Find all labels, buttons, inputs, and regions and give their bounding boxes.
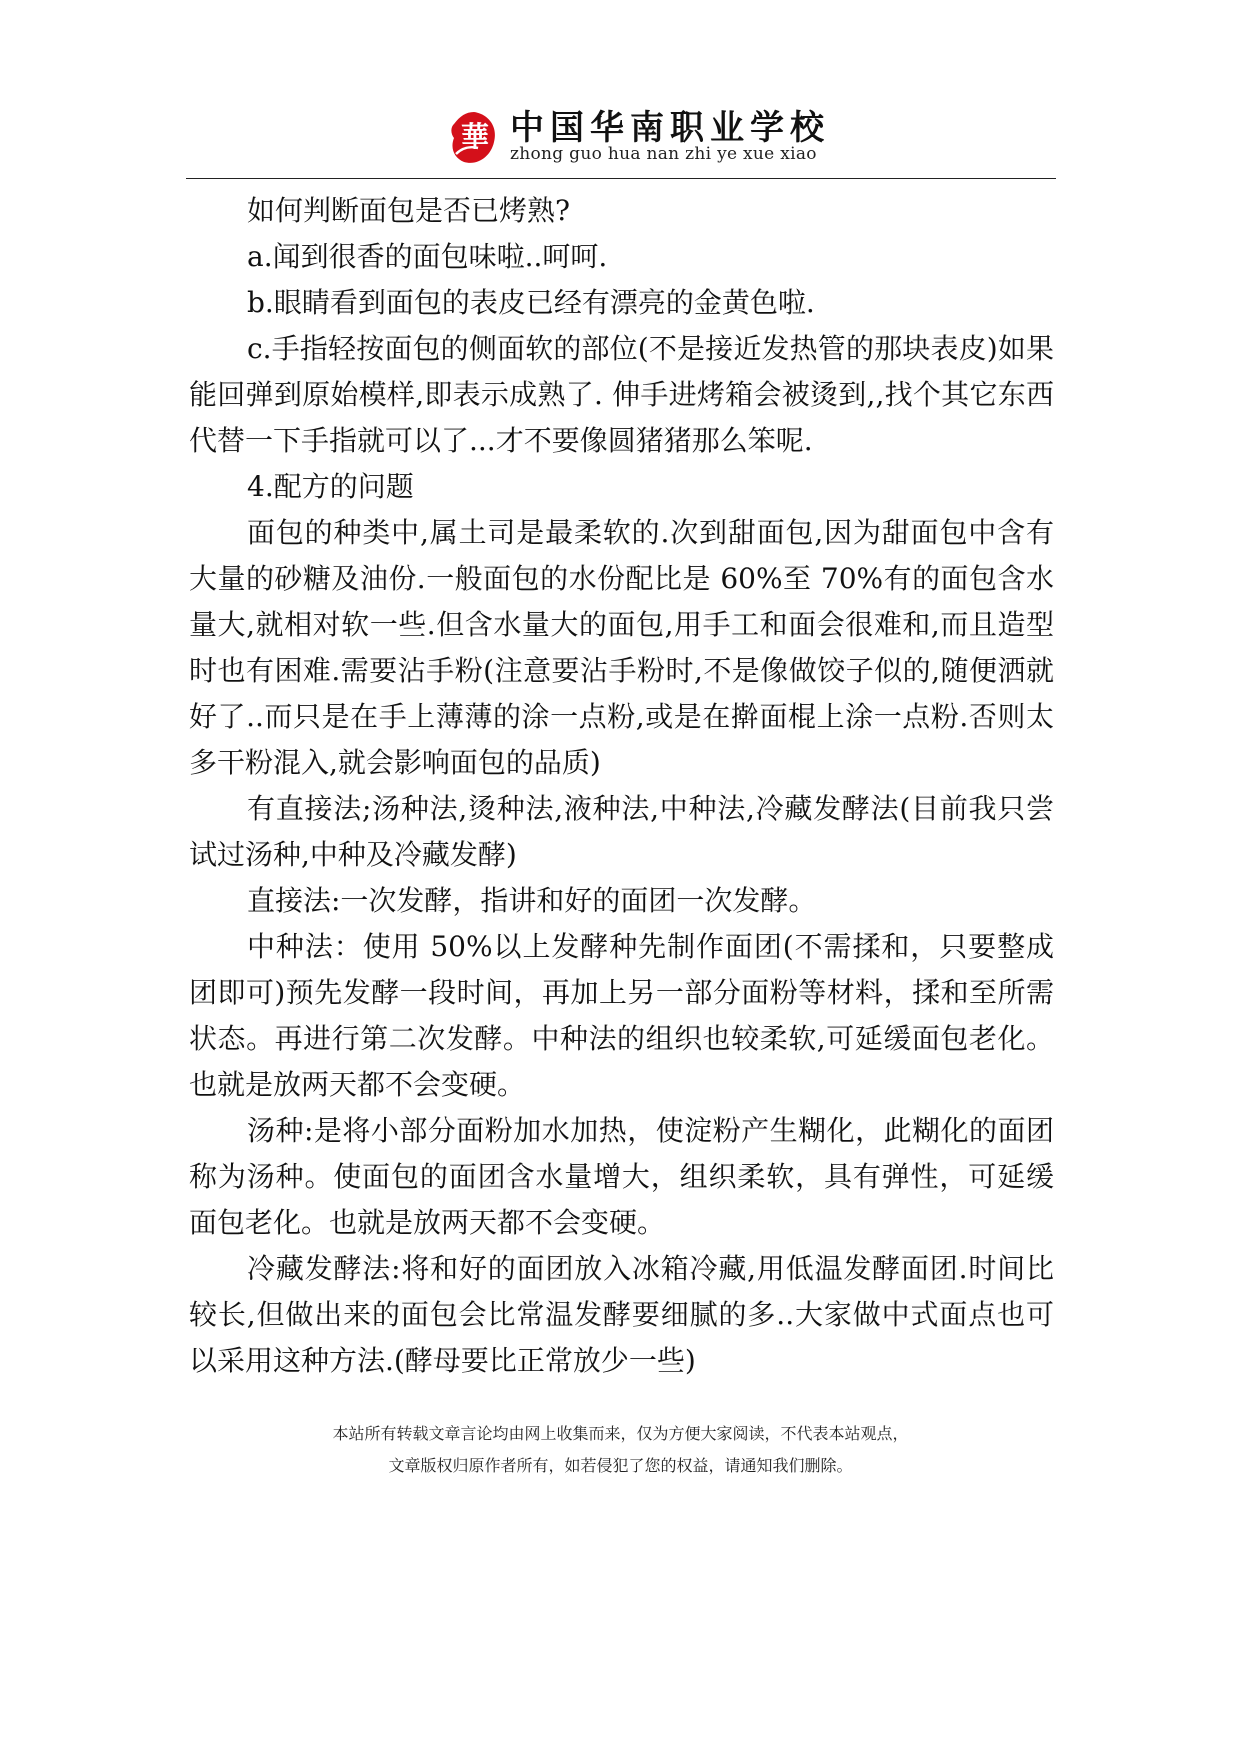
footer-disclaimer-line2: 文章版权归原作者所有，如若侵犯了您的权益，请通知我们删除。: [388, 1456, 853, 1475]
paragraph: 4.配方的问题: [247, 470, 414, 503]
paragraph: 冷藏发酵法:将和好的面团放入冰箱冷藏,用低温发酵面团.时间比较长,但做出来的面包会比常温发酵要细腻的多..大家做中式面点也可以采用这种方法.(酵母要比正常放少一些): [189, 1252, 1054, 1377]
paragraph: a.闻到很香的面包味啦..呵呵.: [247, 240, 608, 273]
school-logo-icon: [448, 108, 500, 168]
page-header: [0, 86, 1241, 176]
paragraph: 有直接法;汤种法,烫种法,液种法,中种法,冷藏发酵法(目前我只尝试过汤种,中种及冷藏发酵): [189, 792, 1054, 871]
paragraph: 汤种:是将小部分面粉加水加热，使淀粉产生糊化，此糊化的面团称为汤种。使面包的面团含水量增大，组织柔软，具有弹性，可延缓面包老化。也就是放两天都不会变硬。: [189, 1114, 1054, 1239]
school-name: 中国华南职业学校: [510, 108, 830, 148]
logo-char: 華: [460, 120, 490, 153]
paragraph: c.手指轻按面包的侧面软的部位(不是接近发热管的那块表皮)如果能回弹到原始模样,即表示成熟了. 伸手进烤箱会被烫到,,找个其它东西代替一下手指就可以了...才不要像圆猪猪那么笨呢.: [189, 332, 1054, 457]
paragraph: 面包的种类中,属土司是最柔软的.次到甜面包,因为甜面包中含有大量的砂糖及油份.一般面包的水份配比是 60%至 70%有的面包含水量大,就相对软一些.但含水量大的面包,用手工和面会很难和,而且造型时也有困难.需要沾手粉(注意要沾手粉时,不是像做饺子似的,随便洒就好了..而只是在手上薄薄的涂一点粉,或是在擀面棍上涂一点粉.否则太多干粉混入,就会影响面包的品质): [189, 516, 1054, 779]
header-divider: [186, 178, 1056, 179]
paragraph: 中种法：使用 50%以上发酵种先制作面团(不需揉和，只要整成团即可)预先发酵一段时间，再加上另一部分面粉等材料，揉和至所需状态。再进行第二次发酵。中种法的组织也较柔软,可延缓面包老化。也就是放两天都不会变硬。: [189, 930, 1054, 1101]
paragraph: 直接法:一次发酵，指讲和好的面团一次发酵。: [247, 884, 817, 917]
paragraph: b.眼睛看到面包的表皮已经有漂亮的金黄色啦.: [247, 286, 815, 319]
paragraph: 如何判断面包是否已烤熟?: [247, 194, 571, 227]
school-pinyin: zhong guo hua nan zhi ye xue xiao: [510, 144, 817, 164]
footer-disclaimer-line1: 本站所有转载文章言论均由网上收集而来，仅为方便大家阅读，不代表本站观点，: [332, 1424, 909, 1443]
document-body: [189, 188, 1054, 1384]
page-footer: [0, 1418, 1241, 1482]
